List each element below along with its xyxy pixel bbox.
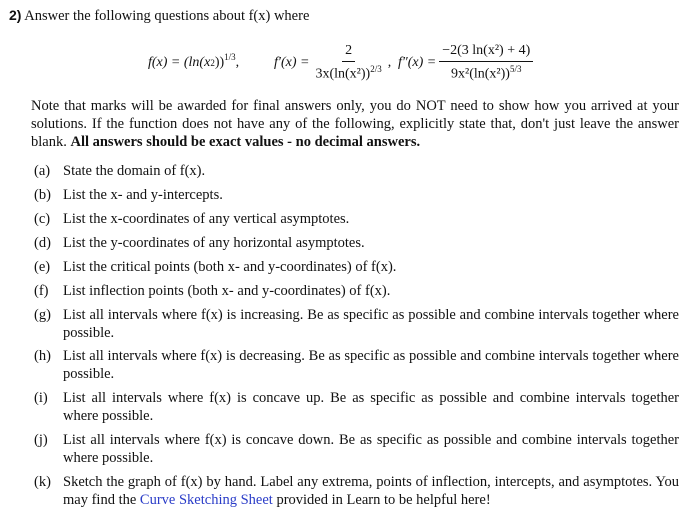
- item-k: (k) Sketch the graph of f(x) by hand. Label any extrema, points of inflection, intercepts, and asymptotes. You may find the Curve Sketching Sheet provided in Learn to be helpful here!: [34, 474, 679, 508]
- item-d: (d) List the y-coordinates of any horizontal asymptotes.: [34, 235, 365, 251]
- item-h: (h) List all intervals where f(x) is decreasing. Be as specific as possible and combine intervals together where possible.: [34, 348, 679, 382]
- f-inner-exponent: 2: [210, 58, 215, 68]
- f-exponent: 1/3: [224, 52, 236, 62]
- fdoubleprime-definition: [398, 38, 536, 88]
- item-i: (i) List all intervals where f(x) is concave up. Be as specific as possible and combine intervals together where possible.: [34, 390, 679, 424]
- item-e: (e) List the critical points (both x- and y-coordinates) of f(x).: [34, 259, 397, 275]
- fprime-definition: f′(x) = $\frac{2}{3x(\ln(x^2))^{2/3}}$ ,: [274, 43, 392, 82]
- question-intro: Answer the following questions about f(x) where: [24, 8, 310, 24]
- item-g: (g) List all intervals where f(x) is increasing. Be as specific as possible and combine intervals together where possible.: [34, 307, 679, 341]
- f-lhs: f(x) = (ln(x: [148, 55, 211, 70]
- note-text: Note that marks will be awarded for final answers only, you do NOT need to show how you arrived at your solutions. If the function does not have any of the following, explicitly state that, don't just leave the answer blank.: [31, 98, 679, 150]
- f-separator: ,: [235, 55, 240, 70]
- fdoubleprime-fraction: [439, 43, 533, 83]
- item-a: (a) State the domain of f(x).: [34, 163, 206, 179]
- fprime-numerator: 2: [342, 43, 355, 62]
- function-definitions: [0, 38, 700, 88]
- item-b: (b) List the x- and y-intercepts.: [34, 187, 223, 203]
- question-header: [9, 7, 309, 25]
- f-rhs: )): [214, 55, 225, 70]
- item-c: (c) List the x-coordinates of any vertical asymptotes.: [34, 211, 350, 227]
- fdoubleprime-numerator: −2(3 ln(x²) + 4): [439, 43, 533, 62]
- fprime-denominator: $3x(\ln(x^2))^{2/3}$: [315, 64, 382, 82]
- item-f: (f) List inflection points (both x- and y-coordinates) of f(x).: [34, 283, 391, 299]
- fdoubleprime-lhs: f″(x) =: [398, 55, 437, 70]
- item-j: (j) List all intervals where f(x) is concave down. Be as specific as possible and combine intervals together where possible.: [34, 432, 679, 466]
- fprime-fraction: [312, 43, 384, 83]
- question-number: 2): [9, 7, 22, 23]
- f-definition: [148, 38, 239, 88]
- fdoubleprime-denominator: $9x^2(\ln(x^2))^{5/3}$: [451, 64, 522, 82]
- curve-sketching-sheet-link[interactable]: Curve Sketching Sheet: [139, 492, 273, 508]
- note-bold: All answers should be exact values - no decimal answers.: [70, 134, 421, 150]
- fprime-lhs: f′(x) =: [274, 55, 310, 70]
- instructions-note: [31, 97, 679, 151]
